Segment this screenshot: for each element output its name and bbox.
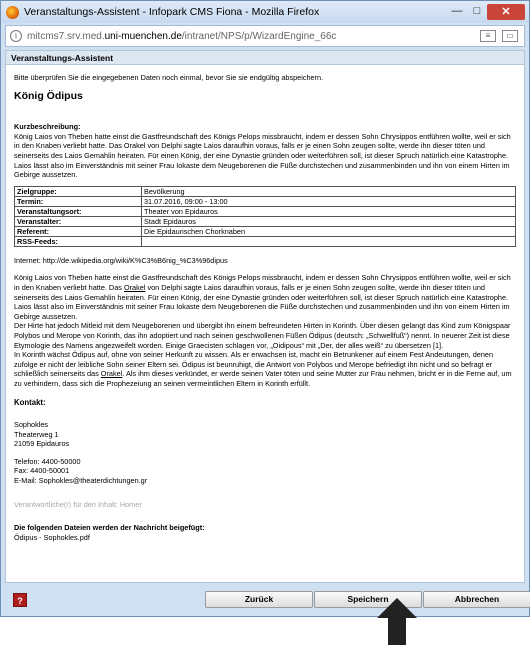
url-host: uni-muenchen.de xyxy=(104,30,182,42)
contact-title: Kontakt: xyxy=(14,398,46,408)
contact-line: Sophokles xyxy=(14,420,49,430)
table-row xyxy=(15,226,516,236)
oracle-link-1[interactable]: Orakel xyxy=(123,282,146,292)
attachment-file: Ödipus - Sophokles.pdf xyxy=(14,532,90,542)
arrow-up-icon xyxy=(377,598,417,645)
phone-line: Telefon: 4400-50000 xyxy=(14,456,81,466)
internet-link[interactable]: Internet: http://de.wikipedia.org/wiki/K%C3%B6nig_%C3%96dipus xyxy=(14,255,228,265)
minimize-button[interactable]: — xyxy=(451,5,463,17)
page-title: König Ödipus xyxy=(14,89,83,102)
address-bar[interactable] xyxy=(5,25,525,47)
description-1-end: von Delphi sagte Laios daraufhin voraus, falls er je einen Sohn zeugen sollte, werde ihn dieser töten und seinerseits des Laios Gemahlin heiraten. Für einen König, der eine Dynastie gründen oder weiterführen soll, ist dieser Spruch natürlich eine Katastrophe. Laios lässt also im Einverständnis mit seiner Frau Iokaste dem Neugeborenen die Füße durchstechen und zusammenbinden und ihn von einem Hirten im Gebirge aussetzen. xyxy=(14,282,510,321)
description-1-start: König Laios von Theben hatte einst die Gastfreundschaft des Königs Pelops missbraucht, indem er dessen Sohn Chrysippos entführen wollte, weil er sich in den Knaben verliebt hatte. Das xyxy=(14,273,511,292)
email-line: E-Mail: Sophokles@theaterdichtungen.gr xyxy=(14,476,148,486)
table-row xyxy=(15,196,516,206)
firefox-icon xyxy=(6,6,19,19)
table-key: Termin: xyxy=(15,196,142,206)
table-key: Veranstaltungsort: xyxy=(15,206,142,216)
description-paragraph-1 xyxy=(14,273,516,321)
attachments-label: Die folgenden Dateien werden der Nachricht beigefügt: xyxy=(14,523,205,533)
save-button[interactable]: Speichern xyxy=(314,591,422,608)
url-text[interactable] xyxy=(27,31,480,42)
oracle-link-2[interactable]: Orakel xyxy=(100,369,123,379)
url-prefix: mitcms7.srv.med. xyxy=(27,30,105,42)
event-details-table xyxy=(14,186,516,247)
table-value: Bevölkerung xyxy=(142,186,516,196)
summary-label: Kurzbeschreibung: xyxy=(14,122,81,132)
description-paragraph-2: Der Hirte hat jedoch Mitleid mit dem Neugeborenen und übergibt ihn einem befreundeten Hirten in Korinth. Über diesen gelangt das Kind zum Königspaar Polybos und Merope von Korinth, das ihn adoptiert und nach seinen geschwollenen Füßen Ödipus (deutsch: „Schwellfuß“) nennt. In neuerer Zeit ist diese Etymologie des Namens angezweifelt worden. Einige Graecisten schlagen vor, „Oidipous“ mit „Der, der alles weiß“ zu übersetzen [1]. xyxy=(14,321,511,350)
contact-line: 21059 Epidauros xyxy=(14,439,70,449)
assistant-header: Veranstaltungs-Assistent xyxy=(6,51,524,65)
table-row xyxy=(15,186,516,196)
title-bar xyxy=(1,1,529,23)
summary-text: König Laios von Theben hatte einst die Gastfreundschaft des Königs Pelops missbraucht, indem er dessen Sohn Chrysippos entführen wollte, weil er sich in den Knaben verliebt hatte. Das Orakel von Delphi sagte Laios daraufhin voraus, falls er je einen Sohn zeugen sollte, werde ihn dieser töten und seinerseits des Laios Gemahlin heiraten. Für einen König, der eine Dynastie gründen oder weiterführen soll, ist dieser Spruch natürlich eine Katastrophe. Laios lässt also im Einverständnis mit seiner Frau Iokaste dem Neugeborenen die Füße durchstechen und zusammenbinden und ihn von einem Hirten im Gebirge aussetzen. xyxy=(14,131,511,180)
table-value: 31.07.2016, 09:00 - 13:00 xyxy=(142,196,516,206)
table-key: Veranstalter: xyxy=(15,216,142,226)
table-key: Zielgruppe: xyxy=(15,186,142,196)
fax-line: Fax: 4400-50001 xyxy=(14,466,70,476)
url-path: /intranet/NPS/p/WizardEngine_66c xyxy=(181,30,337,42)
description-paragraph-3 xyxy=(14,350,516,388)
page-content[interactable] xyxy=(5,50,525,583)
table-row xyxy=(15,236,516,246)
review-note: Bitte überprüfen Sie die eingegebenen Daten noch einmal, bevor Sie sie endgültig abspeichern. xyxy=(14,73,324,82)
contact-phone xyxy=(14,457,516,486)
table-value: Stadt Epidauros xyxy=(142,216,516,226)
table-value: Theater von Epidauros xyxy=(142,206,516,216)
close-button[interactable]: ✕ xyxy=(487,4,525,20)
help-button[interactable]: ? xyxy=(13,593,27,607)
responsible-note: Verantwortliche(r) für den Inhalt: Homer xyxy=(14,499,142,509)
reader-view-icon[interactable]: ≡ xyxy=(480,30,496,42)
table-value: Die Epidaurischen Chorknaben xyxy=(142,226,516,236)
maximize-button[interactable]: □ xyxy=(473,5,481,17)
description-3-end: . Als ihm dieses verkündet, er werde seinen Vater töten und seine Mutter zur Frau nehmen, bricht er in die Ferne auf, um zu verhindern, dass sich die Prophezeiung an seinen vermeintlichen Eltern in Korinth erfüllt. xyxy=(14,369,512,388)
button-bar xyxy=(5,588,525,612)
table-value xyxy=(142,236,516,246)
window-title: Veranstaltungs-Assistent - Infopark CMS Fiona - Mozilla Firefox xyxy=(24,6,320,18)
table-key: Referent: xyxy=(15,226,142,236)
table-key: RSS-Feeds: xyxy=(15,236,142,246)
back-button[interactable]: Zurück xyxy=(205,591,313,608)
cancel-button[interactable]: Abbrechen xyxy=(423,591,530,608)
table-row xyxy=(15,216,516,226)
description-3-start: In Korinth wächst Ödipus auf, ohne von seiner Herkunft zu wissen. Als er erwachsen ist, macht ein Betrunkener auf einem Fest Andeutungen, denen zufolge er nicht der leibliche Sohn seiner Eltern sei. Ödipus ist beunruhigt, die Antwort von Polybos und Merope befriedigt ihn nicht und so befragt er schließlich seinerseits das xyxy=(14,350,494,379)
contact-line: Theaterweg 1 xyxy=(14,429,59,439)
info-icon[interactable]: i xyxy=(10,30,22,42)
bookmark-page-icon[interactable]: ▭ xyxy=(502,30,518,42)
contact-address xyxy=(14,420,516,449)
table-row xyxy=(15,206,516,216)
